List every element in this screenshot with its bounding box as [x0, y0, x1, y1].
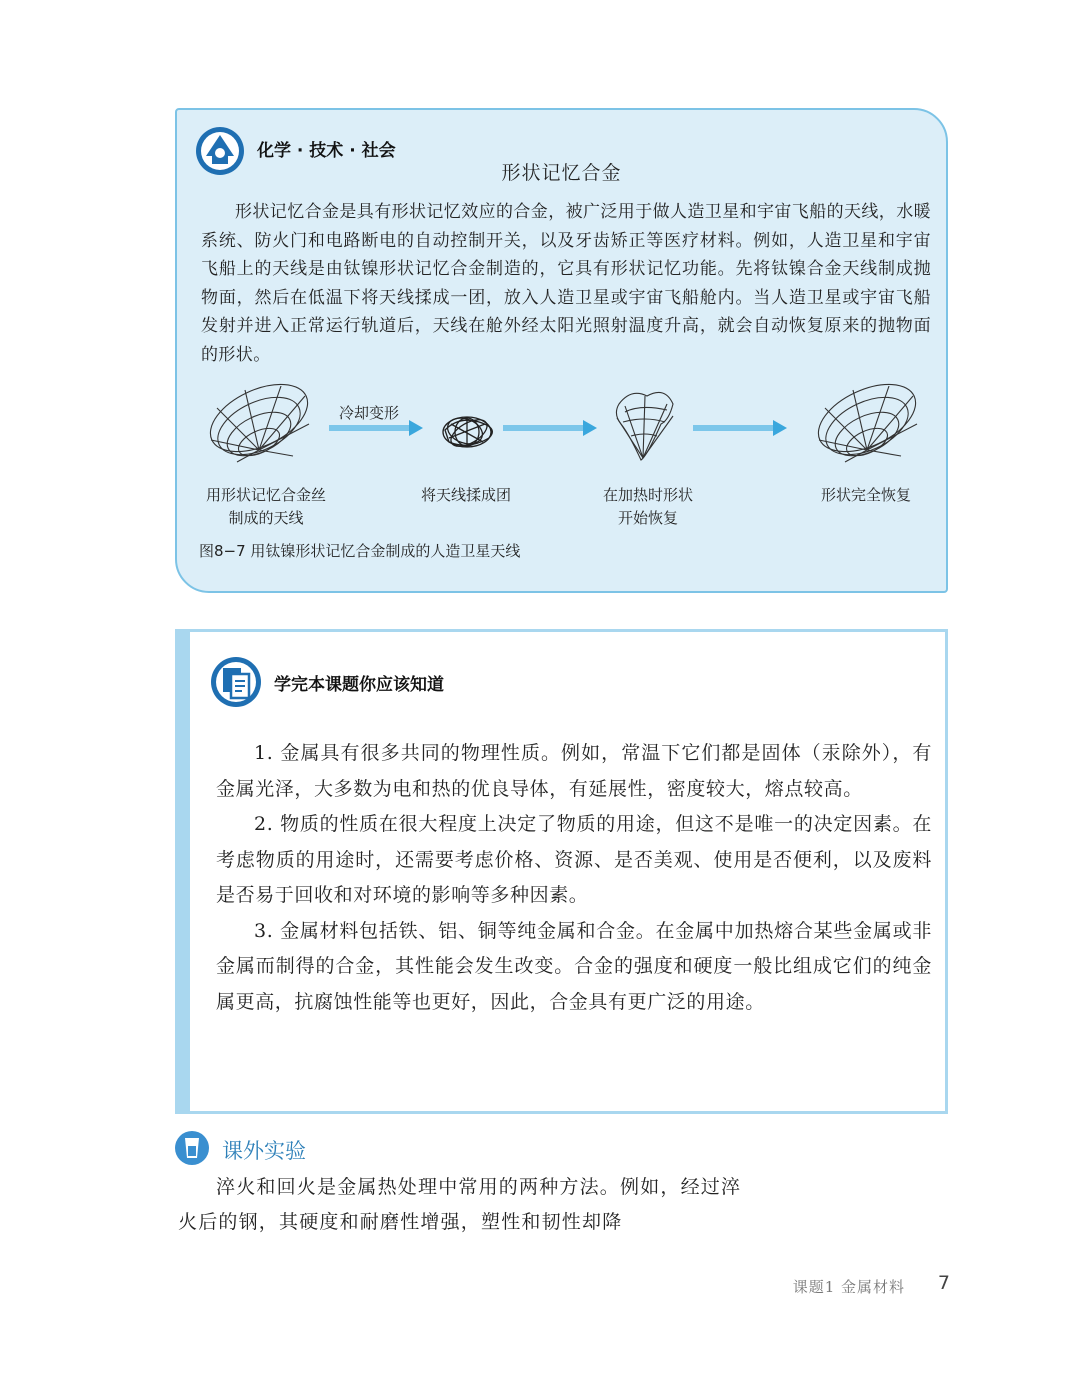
partial-antenna-illustration [611, 384, 681, 464]
summary-list [216, 736, 932, 1020]
figure-step-caption: 在加热时形状 开始恢复 [602, 486, 693, 527]
antenna-dish-illustration [197, 378, 317, 478]
summary-document-icon [210, 656, 262, 708]
section-heading: 化学 · 技术 · 社会 [257, 141, 396, 161]
restored-antenna-illustration [805, 378, 925, 478]
summary-item: 2. 物质的性质在很大程度上决定了物质的用途，但这不是唯一的决定因素。在考虑物质的用途时，还需要考虑价格、资源、是否美观、使用是否便利，以及废料是否易于回收和对环境的影响等多种因素。 [216, 813, 932, 906]
footer-chapter-title: 课题1 金属材料 [792, 1278, 905, 1296]
summary-side-bar [175, 629, 190, 1114]
arrow-icon [693, 420, 787, 436]
figure-step-caption: 用形状记忆合金丝 制成的天线 [205, 486, 326, 527]
page-number: 7 [937, 1272, 950, 1294]
chemistry-technology-society-box [175, 108, 948, 593]
summary-item: 3. 金属材料包括铁、铝、铜等纯金属和合金。在金属中加热熔合某些金属或非金属而制得的合金，其性能会发生改变。合金的强度和硬度一般比组成它们的纯金属更高，抗腐蚀性能等也更好，因此，合金具有更广泛的用途。 [216, 919, 932, 1013]
summary-item: 1. 金属具有很多共同的物理性质。例如，常温下它们都是固体（汞除外），有金属光泽，大多数为电和热的优良导体，有延展性，密度较大，熔点较高。 [216, 742, 932, 800]
extracurricular-heading: 课外实验 [222, 1139, 306, 1163]
figure-step-caption: 形状完全恢复 [820, 486, 911, 504]
figure-caption: 图8−7 用钛镍形状记忆合金制成的人造卫星天线 [199, 542, 521, 560]
extracurricular-paragraph: 淬火和回火是金属热处理中常用的两种方法。例如，经过淬火后的钢，其硬度和耐磨性增强，塑性和韧性却降 [178, 1176, 742, 1233]
arrow-label: 冷却变形 [339, 404, 400, 422]
article-paragraph: 形状记忆合金是具有形状记忆效应的合金，被广泛用于做人造卫星和宇宙飞船的天线，水暖系统、防火门和电路断电的自动控制开关，以及牙齿矫正等医疗材料。例如，人造卫星和宇宙飞船上的天线是由钛镍形状记忆合金制造的，它具有形状记忆功能。先将钛镍合金天线制成抛物面，然后在低温下将天线揉成一团，放入人造卫星或宇宙飞船舱内。当人造卫星或宇宙飞船发射并进入正常运行轨道后，天线在舱外经太阳光照射温度升高，就会自动恢复原来的抛物面的形状。 [201, 202, 931, 365]
figure-step-caption: 将天线揉成团 [420, 486, 511, 504]
experiment-cup-icon [174, 1130, 210, 1166]
summary-heading: 学完本课题你应该知道 [274, 675, 444, 695]
crumpled-antenna-illustration [439, 412, 495, 452]
summary-box [175, 629, 948, 1114]
arrow-icon [503, 420, 597, 436]
article-title: 形状记忆合金 [501, 162, 622, 184]
